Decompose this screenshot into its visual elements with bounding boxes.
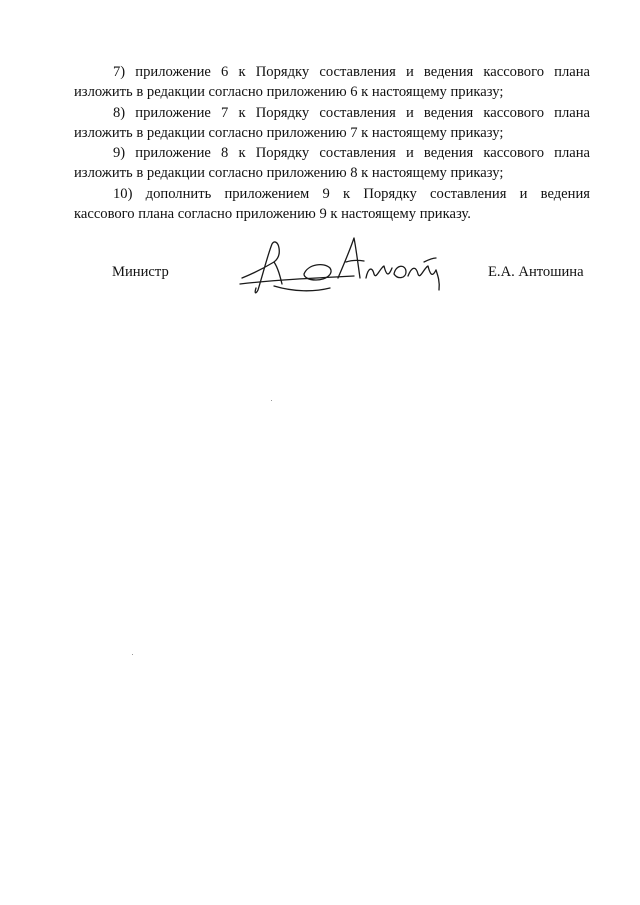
amendment-item bbox=[74, 184, 590, 225]
amendment-item-line: 10) дополнить приложением 9 к Порядку составления и ведения bbox=[113, 185, 590, 202]
signature-block bbox=[0, 264, 640, 304]
amendment-item-line: 7) приложение 6 к Порядку составления и ведения кассового плана bbox=[113, 64, 590, 80]
amendment-item-line: кассового плана согласно приложению 9 к настоящему приказу. bbox=[74, 206, 471, 223]
amendment-list bbox=[74, 62, 590, 224]
signatory-name: Е.А. Антошина bbox=[488, 264, 584, 280]
amendment-item-line: изложить в редакции согласно приложению 6 к настоящему приказу; bbox=[74, 84, 504, 101]
amendment-item-line: 8) приложение 7 к Порядку составления и ведения кассового плана bbox=[113, 104, 590, 121]
amendment-item bbox=[74, 62, 590, 103]
amendment-item bbox=[74, 103, 590, 144]
handwritten-signature-icon bbox=[234, 234, 454, 304]
amendment-item-line: изложить в редакции согласно приложению 8 к настоящему приказу; bbox=[74, 165, 504, 182]
amendment-item-line: изложить в редакции согласно приложению 7 к настоящему приказу; bbox=[74, 124, 504, 141]
amendment-item-line: 9) приложение 8 к Порядку составления и ведения кассового плана bbox=[113, 145, 590, 162]
scan-speck bbox=[132, 654, 133, 655]
scan-speck bbox=[271, 400, 272, 401]
amendment-item bbox=[74, 143, 590, 184]
signatory-title: Министр bbox=[112, 264, 169, 280]
